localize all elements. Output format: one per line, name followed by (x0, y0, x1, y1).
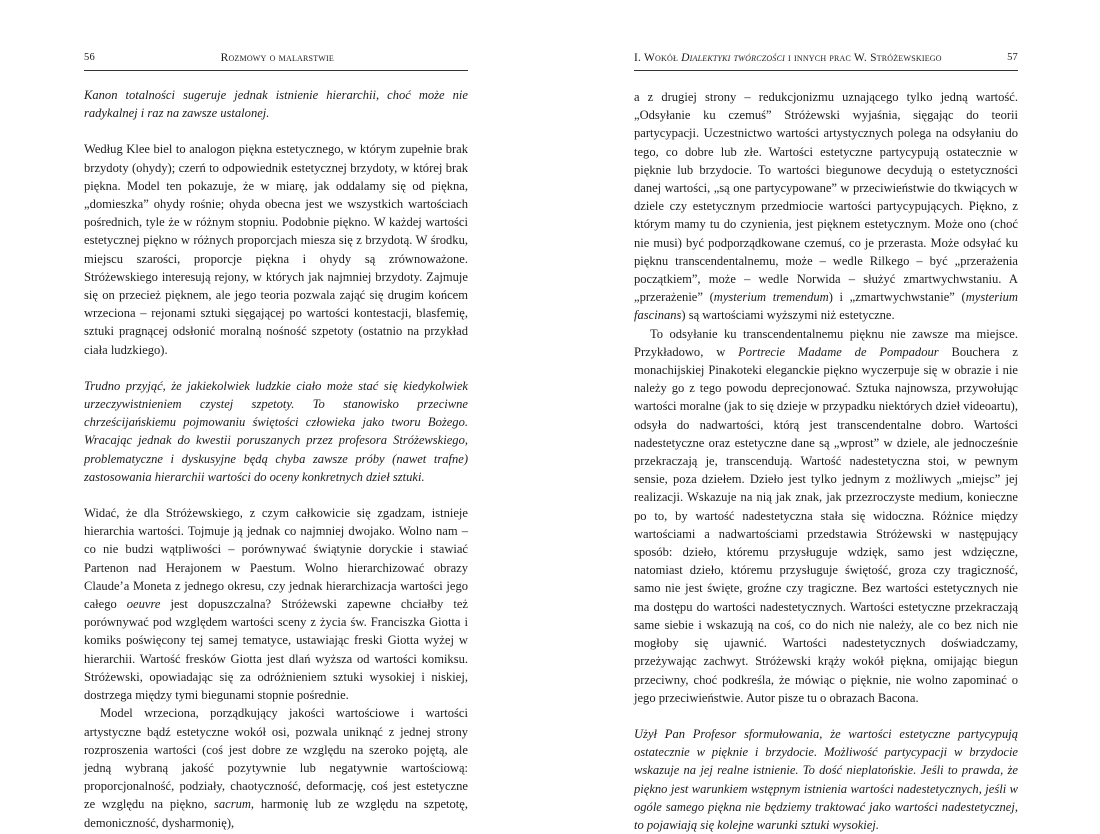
right-running-head (634, 52, 942, 64)
left-page-body (84, 86, 468, 832)
italic-segment: oeuvre (126, 597, 161, 612)
running-head-italic: Dialektyki twórczości (681, 52, 785, 64)
left-page (0, 0, 550, 830)
left-page-number: 56 (84, 52, 95, 63)
text-segment: ) i „zmartwychwstanie” ( (828, 290, 966, 305)
answer-paragraph (84, 504, 468, 704)
text-segment: To odsyłanie ku transcendentalnemu pięknu nie zawsze ma miejsce. Przykładowo, w (634, 326, 1018, 359)
running-head-text: i innych prac W. Stróżewskiego (784, 52, 942, 64)
question-paragraph: Użył Pan Profesor sformułowania, że wartości estetyczne partycypują ostatecznie w pięknie i brzydocie. Możliwość partycypacji w brzydocie wskazuje na jej realne istnienie. To dość nieplatońskie. Jeśli to prawda, że piękno jest warunkiem wstępnym istnienia wartości nadestetycznych, jeśli w ogóle samego piękna nie będziemy traktować jako wartości nadestetycznej, to pojawiają się kolejne warunki sztuki wysokiej. (634, 726, 1018, 832)
right-running-header (634, 50, 1018, 71)
running-head-text: I. Wokół (634, 52, 682, 64)
text-segment: ) są wartościami wyższymi niż estetyczne. (681, 308, 895, 323)
text-segment: a z drugiej strony – redukcjonizmu uznającego tylko jedną wartość. „Odsyłanie ku czemuś” Stróżewski wyjaśnia, sięgając do teorii partycypacji. Uczestnictwo wartości artystycznych polega na odsyłaniu do tego, co dobre lub złe. Wartości estetyczne partycypują ostatecznie w pięknie lub brzydocie. To wartości biegunowe decydują o estetyczności danej wartości, „są one partycypowane” w przeciwieństwie do tkwiących w dziele czy estetycznym przedmiocie wartości partycypujących. Piękno, z którym mamy tu do czynienia, jest pięknem estetycznym. Może ono (choć nie musi) być podporządkowane czemuś, co je przerasta. Może odsyłać ku pięknu transcendentalnemu, może – wedle Rilkego – być „przerażenia początkiem”, może – wedle Norwida – służyć zmartwychwstaniu. A „przerażenie” ( (634, 90, 1018, 305)
text-segment: , harmonię lub ze względu na szpetotę, demoniczność, dysharmonię), (84, 797, 468, 830)
text-segment: Model wrzeciona, porządkujący jakości wartościowe i wartości artystyczne bądź estetyczne wokół osi, pozwala uniknąć z jednej strony rozproszenia wartości (coś jest dobre ze względu na szeroko pojętą, ale jedną wybraną jakość pozytywnie lub negatywnie wartościową: proporcjonalność, podziały, chaotyczność, deformację, coś jest estetyczne ze względu na piękno, (84, 706, 468, 812)
text-segment: Widać, że dla Stróżewskiego, z czym całkowicie się zgadzam, istnieje hierarchia wartości. Tojmuje ją jednak co najmniej dwojako. Wolno nam – co nie budzi wątpliwości – porównywać świątynie doryckie i stawiać Partenon nad Herajonem w Paestum. Wolno hierarchizować obrazy Claude’a Moneta z jednego okresu, czy jednak hierarchizacja wartości jego całego (84, 506, 468, 612)
answer-paragraph (634, 88, 1018, 325)
answer-paragraph (84, 704, 468, 831)
answer-paragraph (634, 325, 1018, 707)
italic-segment: mysterium fascinans (634, 290, 1018, 323)
right-page-number: 57 (1007, 52, 1018, 63)
italic-segment: Portrecie Madame de Pompadour (738, 344, 939, 359)
left-running-header (84, 50, 468, 71)
question-paragraph: Trudno przyjąć, że jakiekolwiek ludzkie ciało może stać się kiedykolwiek urzeczywistnieniem czystej szpetoty. To stanowisko przeciwne chrześcijańskiemu pojmowaniu świętości człowieka jako tworu Bożego. Wracając jednak do kwestii poruszanych przez profesora Stróżewskiego, problematyczne i dyskusyjne będą chyba zawsze próby (nawet trafne) zastosowania hierarchii wartości do oceny konkretnych dzieł sztuki. (84, 378, 468, 484)
italic-segment: mysterium tremendum (713, 290, 829, 305)
question-paragraph: Kanon totalności sugeruje jednak istnienie hierarchii, choć może nie radykalnej i raz na zawsze ustalonej. (84, 88, 468, 121)
italic-segment: sacrum (213, 797, 251, 812)
right-page-body (634, 88, 1018, 834)
text-segment: Bouchera z monachijskiej Pinakoteki eleganckie piękno wyczerpuje się w obrazie i nie należy go z tego powodu deprecjonować. Sztuka najnowsza, przywołując wartości moralne (jak to się dzieje w przypadku niektórych dzieł videoartu), odsyła do nadwartości, którą jest transcendentalne dobro. Wartości nadestetyczne oraz estetyczne dane są „wprost” w dziele, ale jednocześnie przekraczają je, transcendują. Wartość nadestetyczna stoi, w pewnym sensie, poza dziełem. Dzieło jest tylko jednym z możliwych „miejsc” jej realizacji. Wskazuje na nią jak znak, jak przezroczyste medium, konieczne po to, by wartość nadestetyczna stała się widoczna. Różnice między wartościami a nadwartościami przedstawia Stróżewski w następujący sposób: dzieło, któremu przysługuje wdzięk, samo jest wdzięczne, natomiast dzieło, któremu przysługuje świętość, groza czy tragiczność, samo nie jest święte, groźne czy tragiczne. Bez wartości estetycznych nie ma dostępu do wartości nadestetycznych. Wartości estetyczne przekraczają same siebie i wskazują na coś, co do nich nie należy, ale co bez nich nie mogłoby się ujawnić. Wartości nadestetycznych doświadczamy, przeżywając zachwyt. Stróżewski krąży wokół piękna, omijając biegun przeciwny, choć podkreśla, że mówiąc o pięknie, nie wolno zapominać o jego przeciwieństwie. Autor pisze tu o obrazach Bacona. (634, 344, 1019, 705)
answer-paragraph: Według Klee biel to analogon piękna estetycznego, w którym zupełnie brak brzydoty (ohydy); czerń to odpowiednik estetycznej brzydoty, w której brak piękna. Model ten pokazuje, że w miarę, jak oddalamy się od piękna, „domieszka” ohydy rośnie; ohyda obecna jest we wszystkich wartościach pośrednich, tyle że w różnym stopniu. Podobnie piękno. W każdej wartości estetycznej piękno w różnych proporcjach miesza się z brzydotą. W środku, miejscu szarości, proporcje piękna i ohydy są zrównoważone. Stróżewskiego interesują rejony, w których jak najmniej brzydoty. Zajmuje się on przecież pięknem, ale jego teoria pozwala zająć się drugim końcem wrzeciona – rejonami sztuki sięgającej po wartości kontestacji, blasfemię, sztuki pragnącej odsłonić moralną nośność szpetoty (ostatnio na przykład ciała ludzkiego). (84, 142, 468, 357)
left-running-head: Rozmowy o malarstwie (220, 52, 334, 64)
right-page (550, 0, 1100, 832)
text-segment: jest dopuszczalna? Stróżewski zapewne chciałby też porównywać pod względem wartości sceny z życia św. Franciszka Giotta i komiks poświęcony tej samej tematyce, ustawiając freski Giotta wyżej w hierarchii. Wartość fresków Giotta jest dlań wyższa od wartości komiksu. Stróżewski, opowiadając się za odróżnieniem sztuki wysokiej i niskiej, dostrzega między tymi biegunami stopnie pośrednie. (84, 597, 468, 703)
